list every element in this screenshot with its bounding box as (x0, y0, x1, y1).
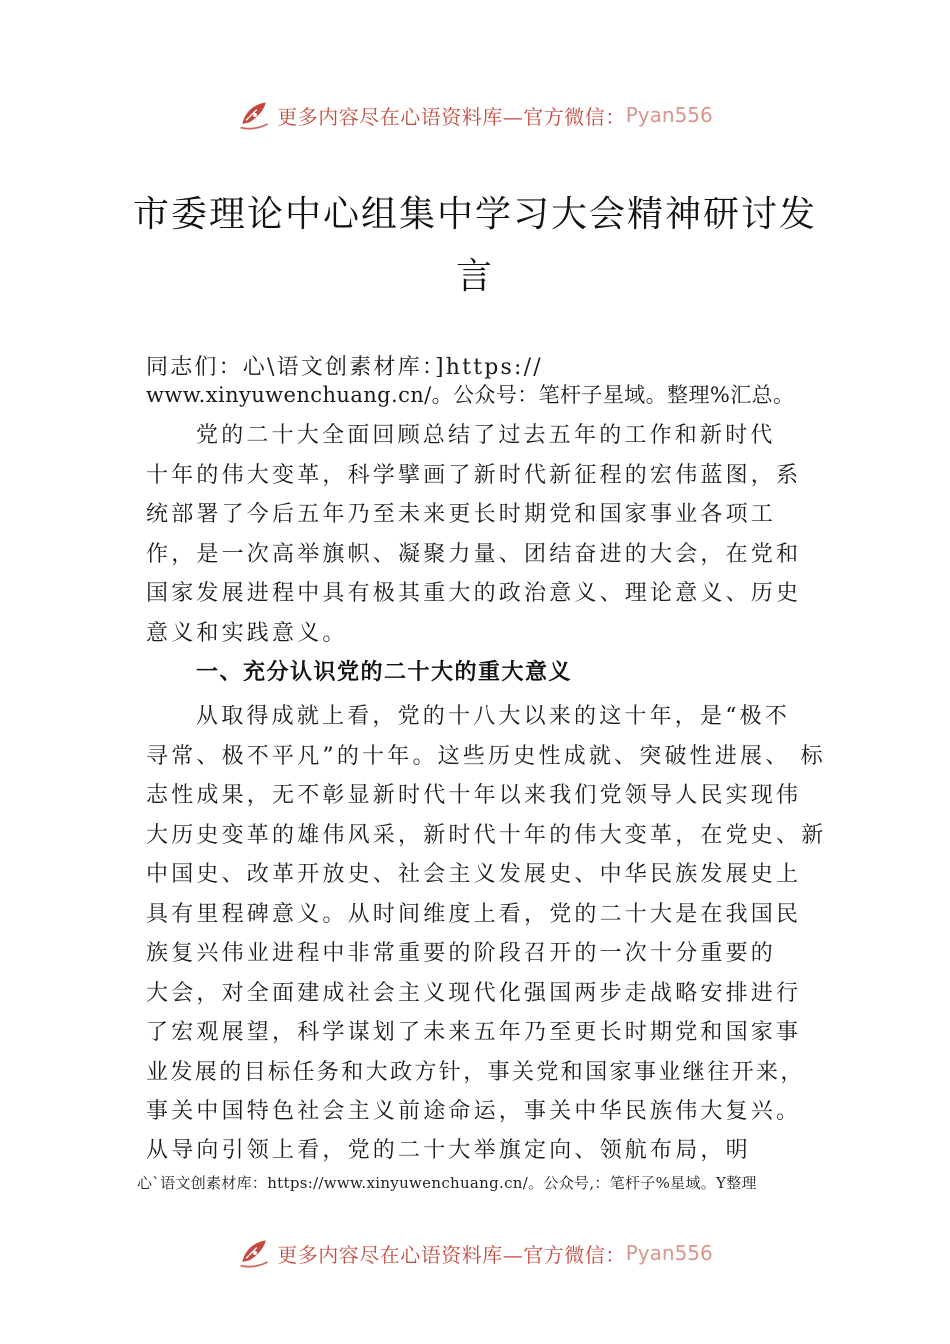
para2-line-9: 了宏观展望，科学谋划了未来五年乃至更长时期党和国家事 (146, 1020, 802, 1045)
para1-line-1: 党的二十大全面回顾总结了过去五年的工作和新时代 (196, 423, 776, 448)
intro-line-2: www.xinyuwenchuang.cn/。公众号：笔杆子星域。整理%汇总。 (146, 383, 795, 407)
para2-line-10: 业发展的目标任务和大政方针，事关党和国家事业继往开来， (146, 1060, 805, 1085)
para2-line-8: 大会，对全面建成社会主义现代化强国两步走战略安排进行 (146, 981, 802, 1006)
para1-line-4: 作，是一次高举旗帜、凝聚力量、团结奋进的大会，在党和 (146, 542, 802, 567)
document-title-line-2: 言 (455, 256, 494, 297)
para2-line-7: 族复兴伟业进程中非常重要的阶段召开的一次十分重要的 (146, 941, 777, 966)
para2-line-4: 大历史变革的雄伟风采，新时代十年的伟大变革，在党史、新 (146, 823, 827, 848)
section-heading-1: 一、充分认识党的二十大的重大意义 (196, 660, 573, 685)
banner-text: 更多内容尽在心语资料库—官方微信： (277, 1242, 626, 1267)
para1-line-2: 十年的伟大变革，科学擘画了新时代新征程的宏伟蓝图，系 (146, 463, 802, 488)
pen-nib-logo-icon (237, 97, 273, 133)
para2-line-2: 寻常、极不平凡”的十年。这些历史性成就、突破性进展、 标 (146, 744, 826, 769)
para2-line-3: 志性成果，无不彰显新时代十年以来我们党领导人民实现伟 (146, 783, 802, 808)
para1-line-6: 意义和实践意义。 (146, 621, 348, 646)
intro-line-1: 同志们：心\语文创素材库：]https:// (146, 355, 543, 380)
footer-banner (0, 1233, 950, 1273)
footer-source-note: 心`语文创素材库：https://www.xinyuwenchuang.cn/。公众号,：笔杆子%星域。Y整理 (137, 1174, 757, 1192)
para1-line-3: 统部署了今后五年乃至未来更长时期党和国家事业各项工 (146, 502, 777, 527)
document-title-line-1: 市委理论中心组集中学习大会精神研讨发 (132, 194, 817, 235)
para2-line-5: 中国史、改革开放史、社会主义发展史、中华民族发展史上 (146, 862, 802, 887)
pen-nib-logo-icon (237, 1235, 273, 1271)
para2-line-11: 事关中国特色社会主义前途命运，事关中华民族伟大复兴。 (146, 1099, 802, 1124)
banner-text: 更多内容尽在心语资料库—官方微信： (277, 104, 626, 129)
header-banner (0, 95, 950, 135)
banner-wechat-handle: Pyan556 (625, 1241, 713, 1265)
para2-line-1: 从取得成就上看，党的十八大以来的这十年，是“极不 (196, 704, 791, 729)
banner-wechat-handle: Pyan556 (625, 103, 713, 127)
para2-line-6: 具有里程碑意义。从时间维度上看，党的二十大是在我国民 (146, 902, 802, 927)
para1-line-5: 国家发展进程中具有极其重大的政治意义、理论意义、历史 (146, 581, 802, 606)
para2-line-12: 从导向引领上看，党的二十大举旗定向、领航布局，明 (146, 1138, 751, 1163)
